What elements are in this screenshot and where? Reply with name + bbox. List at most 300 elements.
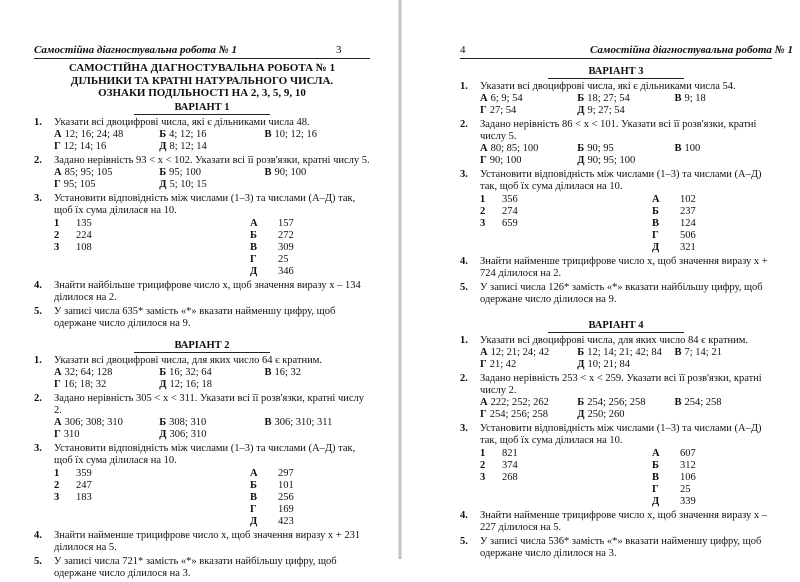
option-value: 4; 12; 16 bbox=[169, 128, 207, 140]
variant-title-text: ВАРІАНТ 1 bbox=[134, 102, 269, 115]
task-body bbox=[480, 282, 772, 306]
answer-option bbox=[577, 359, 674, 371]
matching-row bbox=[480, 448, 652, 460]
matching-row bbox=[250, 504, 370, 516]
matching-value: 346 bbox=[278, 265, 294, 277]
answer-options bbox=[54, 167, 370, 191]
option-value: 100 bbox=[684, 143, 701, 154]
task-text: Установити відповідність між числами (1–3) та числами (А–Д) так, щоб їх сума ділилася на 10. bbox=[54, 442, 356, 466]
task-number: 5. bbox=[34, 305, 42, 317]
answer-options bbox=[480, 397, 772, 421]
task-body bbox=[54, 306, 370, 330]
option-letter: А bbox=[480, 93, 488, 104]
variant-title-text: ВАРІАНТ 2 bbox=[134, 340, 269, 353]
matching-key: А bbox=[250, 217, 258, 229]
option-letter: А bbox=[54, 128, 62, 140]
option-letter: Д bbox=[577, 105, 585, 116]
option-letter: В bbox=[674, 93, 682, 104]
task-item bbox=[460, 256, 772, 280]
task-number: 2. bbox=[34, 154, 42, 166]
option-letter: Б bbox=[577, 397, 585, 408]
running-head: Самостійна діагностувальна робота № 1 bbox=[590, 44, 793, 56]
option-letter: Б bbox=[159, 416, 167, 428]
answer-option bbox=[674, 93, 771, 105]
task-item bbox=[34, 393, 370, 441]
matching-value: 374 bbox=[502, 460, 518, 471]
matching-value: 256 bbox=[278, 491, 294, 503]
task-text: Задано нерівність 305 < x < 311. Указати всі її розв'язки, кратні числу 2. bbox=[54, 392, 365, 416]
matching-row bbox=[652, 230, 772, 242]
task-item bbox=[460, 282, 772, 306]
answer-option bbox=[159, 167, 264, 179]
task-number: 5. bbox=[460, 536, 468, 547]
answer-option bbox=[674, 347, 771, 359]
task-body bbox=[54, 393, 370, 441]
task-item bbox=[34, 280, 370, 304]
option-letter: В bbox=[264, 416, 272, 428]
task-text: У записі числа 536* замість «*» вказати найменшу цифру, щоб одержане число ділилося на 3. bbox=[480, 536, 762, 559]
right-page bbox=[402, 0, 800, 559]
left-page-content bbox=[34, 62, 370, 582]
answer-option bbox=[480, 143, 577, 155]
task-text: Установити відповідність між числами (1–3) та числами (А–Д) так, щоб їх сума ділилася на 10. bbox=[480, 169, 762, 192]
task-item bbox=[34, 117, 370, 153]
matching-value: 312 bbox=[680, 460, 696, 471]
option-letter: В bbox=[264, 128, 272, 140]
task-text: Установити відповідність між числами (1–3) та числами (А–Д) так, щоб їх сума ділилася на 10. bbox=[480, 423, 762, 446]
task-text: Установити відповідність між числами (1–3) та числами (А–Д) так, щоб їх сума ділилася на 10. bbox=[54, 192, 356, 216]
matching-right-column bbox=[652, 194, 772, 254]
task-body bbox=[54, 443, 370, 528]
answer-option bbox=[54, 167, 159, 179]
matching-row bbox=[250, 218, 370, 230]
option-value: 12; 14; 21; 42; 84 bbox=[587, 347, 662, 358]
answer-option bbox=[159, 417, 264, 429]
matching-key: 3 bbox=[480, 472, 486, 483]
matching-left-column bbox=[480, 194, 652, 254]
task-item bbox=[34, 530, 370, 554]
option-letter: Д bbox=[577, 359, 585, 370]
option-letter: В bbox=[674, 143, 682, 154]
matching-value: 274 bbox=[502, 206, 518, 217]
matching-value: 659 bbox=[502, 218, 518, 229]
matching-value: 356 bbox=[502, 194, 518, 205]
option-letter: Д bbox=[577, 155, 585, 166]
option-letter: В bbox=[674, 397, 682, 408]
answer-option bbox=[480, 93, 577, 105]
answer-option bbox=[577, 155, 674, 167]
matching-value: 108 bbox=[76, 241, 92, 253]
task-body bbox=[480, 169, 772, 254]
answer-option bbox=[480, 397, 577, 409]
answer-option bbox=[54, 179, 159, 191]
option-value: 12; 21; 24; 42 bbox=[490, 347, 550, 358]
matching-value: 359 bbox=[76, 467, 92, 479]
running-head: Самостійна діагностувальна робота № 1 bbox=[34, 44, 237, 56]
answer-option bbox=[159, 429, 264, 441]
matching-value: 135 bbox=[76, 217, 92, 229]
task-text: У записі числа 126* замість «*» вказати найбільшу цифру, щоб одержане число ділилося на 9. bbox=[480, 282, 763, 305]
task-item bbox=[34, 556, 370, 580]
task-number: 1. bbox=[34, 116, 42, 128]
variant-title-text: ВАРІАНТ 4 bbox=[548, 320, 683, 333]
option-letter: Д bbox=[577, 409, 585, 420]
task-body bbox=[54, 155, 370, 191]
matching-key: Б bbox=[652, 460, 659, 471]
task-body bbox=[54, 280, 370, 304]
option-letter: Г bbox=[54, 378, 61, 390]
variants-container bbox=[34, 102, 370, 580]
matching-key: 1 bbox=[480, 194, 486, 205]
option-value: 16; 18; 32 bbox=[63, 378, 107, 390]
task-number: 5. bbox=[34, 555, 42, 567]
answer-option bbox=[674, 143, 771, 155]
answer-option bbox=[480, 347, 577, 359]
option-value: 8; 12; 14 bbox=[169, 140, 207, 152]
task-text: У записі числа 721* замість «*» вказати найбільшу цифру, щоб одержане число ділилося на 3. bbox=[54, 555, 337, 579]
matching-value: 607 bbox=[680, 448, 696, 459]
matching-key: Б bbox=[250, 479, 257, 491]
task-item bbox=[34, 193, 370, 278]
matching-value: 106 bbox=[680, 472, 696, 483]
answer-option bbox=[577, 105, 674, 117]
matching-row bbox=[480, 194, 652, 206]
option-letter: Д bbox=[159, 428, 167, 440]
task-number: 3. bbox=[34, 442, 42, 454]
answer-option bbox=[159, 129, 264, 141]
matching-value: 423 bbox=[278, 515, 294, 527]
task-text: Указати всі двоцифрові числа, для яких число 64 є кратним. bbox=[54, 354, 323, 366]
option-value: 85; 95; 105 bbox=[64, 166, 113, 178]
option-letter: Б bbox=[577, 93, 585, 104]
variant-title bbox=[460, 66, 772, 78]
task-item bbox=[460, 169, 772, 254]
option-letter: В bbox=[674, 347, 682, 358]
matching-key: В bbox=[652, 472, 660, 483]
task-body bbox=[480, 335, 772, 371]
option-letter: А bbox=[480, 143, 488, 154]
answer-option bbox=[480, 359, 577, 371]
answer-options bbox=[54, 129, 370, 153]
matching-left-column bbox=[54, 468, 250, 528]
option-letter: Г bbox=[54, 178, 61, 190]
variant-title bbox=[34, 340, 370, 352]
matching-row bbox=[54, 242, 250, 254]
answer-option bbox=[54, 141, 159, 153]
task-text: Указати всі двоцифрові числа, для яких число 84 є кратним. bbox=[480, 335, 749, 346]
matching-row bbox=[652, 448, 772, 460]
task-text: Знайти найменше трицифрове число x, щоб значення виразу x + 231 ділилося на 5. bbox=[54, 529, 361, 553]
matching-row bbox=[480, 460, 652, 472]
matching-value: 237 bbox=[680, 206, 696, 217]
variant-title bbox=[460, 320, 772, 332]
header-rule bbox=[34, 58, 370, 59]
task-item bbox=[460, 119, 772, 167]
matching-value: 183 bbox=[76, 491, 92, 503]
matching-key: Г bbox=[652, 484, 659, 495]
option-letter: А bbox=[54, 166, 62, 178]
task-body bbox=[54, 193, 370, 278]
left-page bbox=[0, 0, 398, 579]
answer-option bbox=[159, 141, 264, 153]
matching-key: Д bbox=[652, 242, 660, 253]
matching-key: А bbox=[652, 448, 660, 459]
task-body bbox=[480, 423, 772, 508]
answer-options bbox=[54, 417, 370, 441]
option-letter: Г bbox=[480, 359, 487, 370]
task-text: Задано нерівність 86 < x < 101. Указати всі її розв'язки, кратні числу 5. bbox=[480, 119, 757, 142]
task-number: 2. bbox=[460, 119, 468, 130]
matching-value: 169 bbox=[278, 503, 294, 515]
task-number: 1. bbox=[460, 335, 468, 346]
matching-key: Г bbox=[652, 230, 659, 241]
matching-value: 309 bbox=[278, 241, 294, 253]
answer-options bbox=[54, 367, 370, 391]
matching-row bbox=[480, 472, 652, 484]
matching-row bbox=[250, 266, 370, 278]
option-letter: Г bbox=[480, 155, 487, 166]
task-body bbox=[54, 355, 370, 391]
option-letter: А bbox=[480, 397, 488, 408]
answer-option bbox=[159, 379, 264, 391]
matching-value: 101 bbox=[278, 479, 294, 491]
matching-left-column bbox=[480, 448, 652, 508]
matching-value: 272 bbox=[278, 229, 294, 241]
option-value: 10; 21; 84 bbox=[587, 359, 631, 370]
matching-value: 124 bbox=[680, 218, 696, 229]
matching-key: 3 bbox=[54, 491, 60, 503]
matching-row bbox=[250, 480, 370, 492]
matching-row bbox=[250, 242, 370, 254]
matching-key: Д bbox=[250, 515, 258, 527]
option-value: 90; 95 bbox=[587, 143, 614, 154]
answer-option bbox=[577, 143, 674, 155]
matching-row bbox=[54, 230, 250, 242]
option-letter: Б bbox=[159, 166, 167, 178]
option-letter: Д bbox=[159, 178, 167, 190]
matching-right-column bbox=[652, 448, 772, 508]
matching-value: 25 bbox=[680, 484, 691, 495]
matching-key: Б bbox=[250, 229, 257, 241]
matching-left-column bbox=[54, 218, 250, 278]
task-number: 5. bbox=[460, 282, 468, 293]
task-text: Задано нерівність 93 < x < 102. Указати всі її розв'язки, кратні числу 5. bbox=[54, 154, 370, 166]
task-body bbox=[480, 119, 772, 167]
option-value: 5; 10; 15 bbox=[169, 178, 207, 190]
answer-option bbox=[577, 347, 674, 359]
matching-value: 247 bbox=[76, 479, 92, 491]
matching-key: В bbox=[250, 241, 258, 253]
matching-row bbox=[652, 496, 772, 508]
option-letter: Д bbox=[159, 140, 167, 152]
task-text: Знайти найменше трицифрове число x, щоб значення виразу x – 227 ділилося на 5. bbox=[480, 510, 768, 533]
matching-row bbox=[54, 492, 250, 504]
matching-row bbox=[250, 468, 370, 480]
option-value: 27; 54 bbox=[489, 105, 517, 116]
answer-option bbox=[264, 417, 369, 429]
matching-table bbox=[480, 448, 772, 508]
option-letter: Б bbox=[577, 347, 585, 358]
answer-option bbox=[54, 417, 159, 429]
option-value: 222; 252; 262 bbox=[490, 397, 549, 408]
task-body bbox=[480, 373, 772, 421]
task-text: Указати всі двоцифрові числа, які є дільниками числа 48. bbox=[54, 116, 310, 128]
answer-option bbox=[159, 367, 264, 379]
option-value: 306; 310; 311 bbox=[274, 416, 333, 428]
task-item bbox=[34, 355, 370, 391]
matching-key: Г bbox=[250, 503, 257, 515]
matching-key: В bbox=[652, 218, 660, 229]
option-letter: А bbox=[54, 416, 62, 428]
task-body bbox=[480, 81, 772, 117]
matching-row bbox=[652, 194, 772, 206]
matching-key: 3 bbox=[480, 218, 486, 229]
matching-key: А bbox=[250, 467, 258, 479]
option-value: 21; 42 bbox=[489, 359, 517, 370]
answer-option bbox=[577, 397, 674, 409]
option-letter: А bbox=[480, 347, 488, 358]
answer-option bbox=[54, 129, 159, 141]
matching-value: 506 bbox=[680, 230, 696, 241]
option-value: 12; 16; 24; 48 bbox=[64, 128, 124, 140]
task-item bbox=[460, 335, 772, 371]
task-item bbox=[34, 155, 370, 191]
answer-options bbox=[480, 347, 772, 371]
task-number: 3. bbox=[460, 423, 468, 434]
task-item bbox=[460, 423, 772, 508]
matching-row bbox=[54, 218, 250, 230]
matching-key: Б bbox=[652, 206, 659, 217]
answer-option bbox=[264, 167, 369, 179]
matching-row bbox=[480, 206, 652, 218]
task-number: 1. bbox=[460, 81, 468, 92]
task-number: 3. bbox=[460, 169, 468, 180]
option-value: 12; 14; 16 bbox=[63, 140, 107, 152]
matching-key: 1 bbox=[54, 467, 60, 479]
task-item bbox=[460, 510, 772, 534]
task-number: 2. bbox=[34, 392, 42, 404]
matching-key: 2 bbox=[54, 229, 60, 241]
matching-value: 339 bbox=[680, 496, 696, 507]
task-item bbox=[460, 373, 772, 421]
task-number: 4. bbox=[34, 279, 42, 291]
task-body bbox=[54, 530, 370, 554]
title-line: ОЗНАКИ ПОДІЛЬНОСТІ НА 2, 3, 5, 9, 10 bbox=[98, 87, 306, 99]
matching-right-column bbox=[250, 468, 370, 528]
matching-table bbox=[54, 218, 370, 278]
task-text: Указати всі двоцифрові числа, які є дільниками числа 54. bbox=[480, 81, 736, 92]
task-text: Задано нерівність 253 < x < 259. Указати всі її розв'язки, кратні числу 2. bbox=[480, 373, 762, 396]
variant-title-text: ВАРІАНТ 3 bbox=[548, 66, 683, 79]
option-value: 95; 105 bbox=[63, 178, 96, 190]
matching-row bbox=[250, 254, 370, 266]
matching-right-column bbox=[250, 218, 370, 278]
task-body bbox=[54, 117, 370, 153]
task-number: 1. bbox=[34, 354, 42, 366]
matching-key: В bbox=[250, 491, 258, 503]
variants-container bbox=[460, 66, 772, 560]
option-value: 306; 308; 310 bbox=[64, 416, 123, 428]
matching-row bbox=[652, 472, 772, 484]
option-value: 18; 27; 54 bbox=[587, 93, 630, 104]
option-value: 306; 310 bbox=[169, 428, 207, 440]
option-letter: Г bbox=[480, 409, 487, 420]
option-letter: А bbox=[54, 366, 62, 378]
answer-option bbox=[54, 367, 159, 379]
task-number: 3. bbox=[34, 192, 42, 204]
matching-row bbox=[480, 218, 652, 230]
task-number: 4. bbox=[460, 256, 468, 267]
option-letter: Д bbox=[159, 378, 167, 390]
answer-option bbox=[577, 93, 674, 105]
answer-option bbox=[674, 397, 771, 409]
answer-option bbox=[480, 155, 577, 167]
option-value: 9; 18 bbox=[684, 93, 706, 104]
matching-value: 157 bbox=[278, 217, 294, 229]
page-number: 4 bbox=[460, 44, 466, 56]
task-body bbox=[480, 256, 772, 280]
matching-row bbox=[250, 492, 370, 504]
option-letter: Б bbox=[577, 143, 585, 154]
matching-key: Д bbox=[250, 265, 258, 277]
answer-option bbox=[577, 409, 674, 421]
task-item bbox=[460, 536, 772, 560]
matching-row bbox=[652, 460, 772, 472]
answer-options bbox=[480, 93, 772, 117]
option-value: 254; 256; 258 bbox=[489, 409, 549, 420]
option-value: 308; 310 bbox=[169, 416, 207, 428]
option-value: 10; 12; 16 bbox=[274, 128, 318, 140]
option-letter: Б bbox=[159, 128, 167, 140]
answer-option bbox=[54, 429, 159, 441]
matching-key: Г bbox=[250, 253, 257, 265]
task-number: 4. bbox=[34, 529, 42, 541]
matching-key: 3 bbox=[54, 241, 60, 253]
task-text: У записі числа 635* замість «*» вказати найменшу цифру, щоб одержане число ділилося на 9. bbox=[54, 305, 336, 329]
matching-value: 224 bbox=[76, 229, 92, 241]
option-value: 16; 32 bbox=[274, 366, 301, 378]
page-title bbox=[34, 62, 370, 100]
option-letter: Г bbox=[480, 105, 487, 116]
option-letter: В bbox=[264, 366, 272, 378]
task-body bbox=[480, 536, 772, 560]
answer-options bbox=[480, 143, 772, 167]
task-item bbox=[34, 443, 370, 528]
option-value: 310 bbox=[63, 428, 80, 440]
answer-option bbox=[264, 367, 369, 379]
option-value: 90; 100 bbox=[489, 155, 522, 166]
option-value: 7; 14; 21 bbox=[684, 347, 722, 358]
matching-row bbox=[652, 206, 772, 218]
option-value: 12; 16; 18 bbox=[169, 378, 213, 390]
option-value: 6; 9; 54 bbox=[490, 93, 523, 104]
answer-option bbox=[54, 379, 159, 391]
option-letter: Г bbox=[54, 428, 61, 440]
option-value: 80; 85; 100 bbox=[490, 143, 539, 154]
matching-table bbox=[480, 194, 772, 254]
task-text: Знайти найбільше трицифрове число x, щоб значення виразу x – 134 ділилося на 2. bbox=[54, 279, 361, 303]
matching-row bbox=[652, 242, 772, 254]
matching-key: 1 bbox=[54, 217, 60, 229]
matching-key: 2 bbox=[480, 460, 486, 471]
matching-value: 821 bbox=[502, 448, 518, 459]
matching-value: 25 bbox=[278, 253, 289, 265]
page-number: 3 bbox=[336, 44, 342, 56]
option-value: 90; 95; 100 bbox=[587, 155, 636, 166]
task-body bbox=[480, 510, 772, 534]
matching-value: 268 bbox=[502, 472, 518, 483]
option-value: 95; 100 bbox=[169, 166, 201, 178]
